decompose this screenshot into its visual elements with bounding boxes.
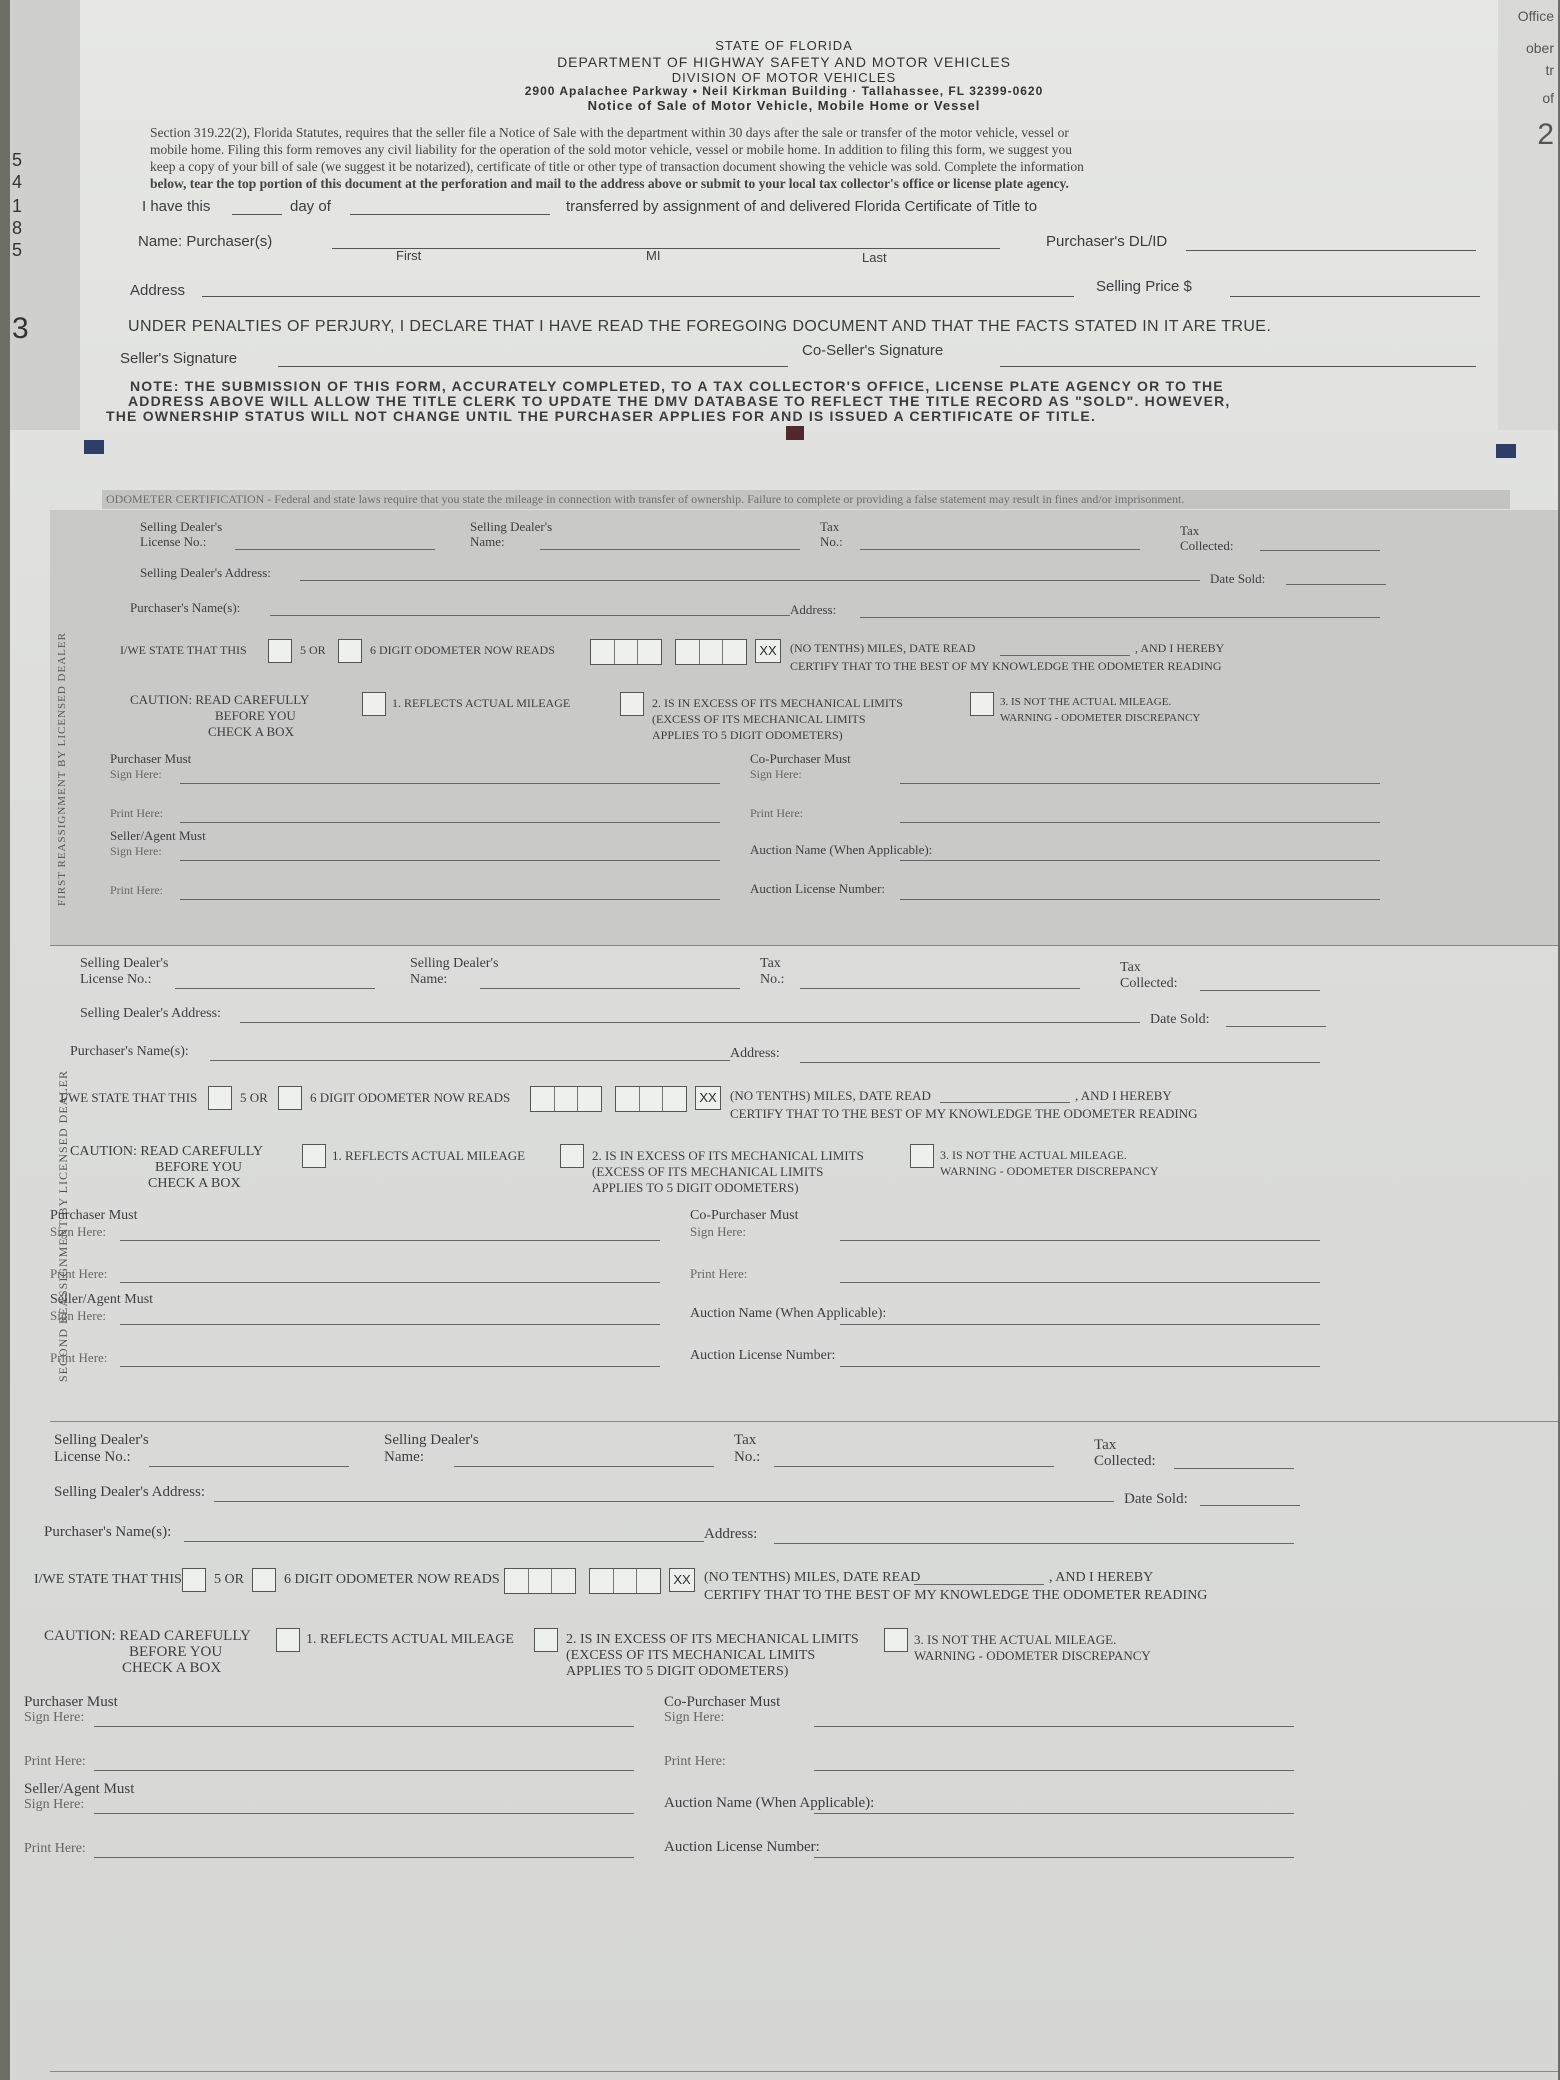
right-label: 2: [1537, 118, 1554, 151]
dealer-license-label: License No.:: [54, 1449, 131, 1465]
selling-price-field[interactable]: [1230, 296, 1480, 297]
date-sold-label: Date Sold:: [1124, 1491, 1188, 1507]
miles-date-read-label: (NO TENTHS) MILES, DATE READ: [790, 641, 976, 655]
address-label: Address: [130, 282, 186, 299]
purchaser-address-field[interactable]: [800, 1062, 1320, 1063]
tax-no-label: Tax: [820, 519, 840, 534]
month-year-field[interactable]: [350, 214, 550, 215]
excess-limits-label: (EXCESS OF ITS MECHANICAL LIMITS: [652, 712, 866, 726]
reassignment-section: [24, 1422, 1558, 2072]
auction-license-label: Auction License Number:: [750, 881, 886, 896]
dealer-license-field[interactable]: [149, 1466, 349, 1467]
purchaser-sign-field[interactable]: [120, 1240, 660, 1241]
tax-collected-label: Tax: [1120, 960, 1141, 975]
discrepancy-warning: WARNING - ODOMETER DISCREPANCY: [940, 1164, 1159, 1178]
miles-date-read-label: (NO TENTHS) MILES, DATE READ: [730, 1088, 931, 1103]
note-line: NOTE: THE SUBMISSION OF THIS FORM, ACCURATELY COMPLETED, TO A TAX COLLECTOR'S OFFICE, LICENSE PLATE AGENCY OR TO THE: [130, 378, 1224, 394]
margin-number: 1: [12, 196, 23, 216]
note-line: THE OWNERSHIP STATUS WILL NOT CHANGE UNTIL THE PURCHASER APPLIES FOR AND IS ISSUED A CERTIFICATE OF TITLE.: [106, 408, 1097, 424]
co-purchaser-sign-sub-label: Sign Here:: [750, 767, 802, 781]
auction-license-label: Auction License Number:: [690, 1348, 836, 1363]
section-divider: [50, 2071, 1558, 2072]
tax-no-field[interactable]: [800, 988, 1080, 989]
odometer-certification-text: ODOMETER CERTIFICATION - Federal and state laws require that you state the mileage in connection with transfer of ownership. Failure to complete or providing a false statement may result in fines and/or imprisonment.: [102, 490, 1510, 509]
excess-limits-label: 2. IS IN EXCESS OF ITS MECHANICAL LIMITS: [566, 1632, 859, 1647]
co-purchaser-print-field[interactable]: [840, 1282, 1320, 1283]
excess-limits-label: APPLIES TO 5 DIGIT ODOMETERS): [652, 728, 843, 742]
auction-name-field[interactable]: [814, 1813, 1294, 1814]
dealer-name-field[interactable]: [480, 988, 740, 989]
not-actual-checkbox[interactable]: [910, 1144, 934, 1168]
auction-license-field[interactable]: [814, 1857, 1294, 1858]
auction-name-field[interactable]: [840, 1324, 1320, 1325]
six-digit-label: 6 DIGIT ODOMETER NOW READS: [310, 1090, 511, 1105]
co-purchaser-sign-label: Co-Purchaser Must: [750, 751, 851, 766]
seller-print-field[interactable]: [120, 1366, 660, 1367]
purchaser-name-label: Name: Purchaser(s): [138, 233, 273, 250]
purchaser-sign-heading: Purchaser Must: [24, 1694, 118, 1710]
seller-sign-heading: Seller/Agent Must: [50, 1292, 154, 1307]
seller-sign-field[interactable]: [94, 1813, 634, 1814]
seller-print-field[interactable]: [94, 1857, 634, 1858]
right-label: tr: [1545, 62, 1554, 78]
seller-print-label: Print Here:: [110, 883, 163, 897]
seller-print-field[interactable]: [180, 899, 720, 900]
odometer-statement-label: I/WE STATE THAT THIS: [60, 1090, 198, 1105]
dl-id-label: Purchaser's DL/ID: [1046, 233, 1168, 250]
co-purchaser-sign-label: Co-Purchaser Must: [664, 1694, 781, 1710]
purchaser-names-field[interactable]: [270, 615, 790, 616]
tax-no-field[interactable]: [774, 1466, 1054, 1467]
seller-sign-label: Sign Here:: [50, 1308, 106, 1323]
odometer-statement-label: I/WE STATE THAT THIS: [34, 1572, 182, 1587]
actual-mileage-label: 1. REFLECTS ACTUAL MILEAGE: [332, 1148, 526, 1163]
purchaser-print-field[interactable]: [180, 822, 720, 823]
coseller-signature-label: Co-Seller's Signature: [802, 342, 944, 359]
co-purchaser-print-field[interactable]: [814, 1770, 1294, 1771]
have-this-label: I have this: [142, 198, 211, 215]
tax-collected-field[interactable]: [1174, 1468, 1294, 1469]
transferred-text: transferred by assignment of and delivered Florida Certificate of Title to: [566, 198, 1038, 215]
intro-line: Section 319.22(2), Florida Statutes, requires that the seller file a Notice of Sale with the department within 30 days after the sale or transfer of the motor vehicle, vessel or: [150, 125, 1069, 140]
right-label: of: [1542, 90, 1554, 106]
co-purchaser-sign-field[interactable]: [814, 1726, 1294, 1727]
purchaser-names-field[interactable]: [210, 1060, 730, 1061]
dealer-license-label: License No.:: [80, 972, 152, 987]
co-purchaser-sign-field[interactable]: [840, 1240, 1320, 1241]
dealer-license-field[interactable]: [175, 988, 375, 989]
intro-line: keep a copy of your bill of sale (we suggest it be notarized), certificate of title or other type of transaction document showing the vehicle was sold. Complete the information: [150, 159, 1084, 174]
not-actual-checkbox[interactable]: [884, 1628, 908, 1652]
caution-label: CAUTION: READ CAREFULLY: [44, 1628, 251, 1644]
dealer-name-field[interactable]: [454, 1466, 714, 1467]
tax-collected-label: Tax: [1180, 523, 1200, 538]
first-label: First: [396, 248, 422, 263]
department-title: DEPARTMENT OF HIGHWAY SAFETY AND MOTOR VEHICLES: [557, 54, 1011, 70]
six-digit-label: 6 DIGIT ODOMETER NOW READS: [284, 1572, 500, 1587]
excess-limits-checkbox[interactable]: [620, 692, 644, 716]
seller-sign-label: Sign Here:: [24, 1797, 85, 1812]
margin-number: 3: [12, 312, 29, 345]
caution-label: BEFORE YOU: [129, 1644, 223, 1660]
excess-limits-checkbox[interactable]: [534, 1628, 558, 1652]
co-purchaser-print-sub-label: Print Here:: [750, 806, 803, 820]
miles-date-read-label: (NO TENTHS) MILES, DATE READ: [704, 1570, 921, 1585]
right-label: ober: [1525, 40, 1554, 56]
reassignment-section: [50, 510, 1558, 946]
actual-mileage-checkbox[interactable]: [362, 692, 386, 716]
date-read-field[interactable]: [940, 1102, 1070, 1103]
purchaser-print-label: Print Here:: [110, 806, 163, 820]
note-line: ADDRESS ABOVE WILL ALLOW THE TITLE CLERK TO UPDATE THE DMV DATABASE TO REFLECT THE TITLE RECORD AS "SOLD". HOWEVER,: [128, 393, 1231, 409]
date-read-field[interactable]: [1000, 655, 1130, 656]
tax-no-label: No.:: [734, 1449, 761, 1465]
registration-mark: [84, 440, 104, 454]
dealer-name-label: Selling Dealer's: [410, 956, 499, 971]
date-sold-label: Date Sold:: [1150, 1012, 1210, 1027]
purchaser-sign-label: Sign Here:: [24, 1710, 85, 1725]
actual-mileage-checkbox[interactable]: [302, 1144, 326, 1168]
purchaser-names-label: Purchaser's Name(s):: [70, 1044, 189, 1059]
purchaser-print-label: Print Here:: [50, 1266, 108, 1281]
auction-name-label: Auction Name (When Applicable):: [750, 842, 933, 857]
odometer-digits-thousands[interactable]: [590, 639, 662, 665]
co-purchaser-sign-label: Co-Purchaser Must: [690, 1208, 799, 1223]
dealer-name-label: Name:: [410, 972, 448, 987]
dealer-name-label: Name:: [384, 1449, 424, 1465]
excess-limits-label: (EXCESS OF ITS MECHANICAL LIMITS: [566, 1648, 816, 1663]
dealer-license-label: Selling Dealer's: [140, 519, 223, 534]
tax-no-field[interactable]: [860, 549, 1140, 550]
tenths-xx-box: XX: [669, 1568, 695, 1592]
form-sheet: [10, 0, 1558, 2080]
date-sold-field[interactable]: [1226, 1026, 1326, 1027]
tax-collected-label: Collected:: [1120, 976, 1178, 991]
dealer-name-label: Name:: [470, 534, 505, 549]
auction-name-label: Auction Name (When Applicable):: [664, 1795, 875, 1811]
six-digit-checkbox[interactable]: [278, 1086, 302, 1110]
day-of-label: day of: [290, 198, 331, 215]
co-purchaser-sign-sub-label: Sign Here:: [664, 1710, 725, 1725]
actual-mileage-label: 1. REFLECTS ACTUAL MILEAGE: [306, 1632, 514, 1647]
section-vertical-label: FIRST REASSIGNMENT BY LICENSED DEALER: [56, 632, 68, 906]
purchaser-name-field[interactable]: [332, 248, 1000, 249]
dealer-name-field[interactable]: [540, 549, 800, 550]
dealer-name-label: Selling Dealer's: [470, 519, 553, 534]
dealer-address-label: Selling Dealer's Address:: [80, 1006, 221, 1021]
dealer-address-field[interactable]: [214, 1501, 1114, 1502]
discrepancy-warning: WARNING - ODOMETER DISCREPANCY: [914, 1648, 1151, 1663]
margin-number: 5: [12, 150, 23, 170]
odometer-digits-thousands[interactable]: [504, 1568, 576, 1594]
tax-collected-label: Collected:: [1094, 1453, 1156, 1469]
auction-name-label: Auction Name (When Applicable):: [690, 1306, 887, 1321]
dealer-license-label: Selling Dealer's: [80, 956, 169, 971]
six-digit-label: 6 DIGIT ODOMETER NOW READS: [370, 643, 555, 657]
department-address: 2900 Apalachee Parkway • Neil Kirkman Building · Tallahassee, FL 32399-0620: [524, 84, 1044, 98]
seller-sign-label: Sign Here:: [110, 844, 162, 858]
five-digit-checkbox[interactable]: [208, 1086, 232, 1110]
seller-signature-label: Seller's Signature: [120, 350, 238, 367]
division-title: DIVISION OF MOTOR VEHICLES: [671, 70, 897, 85]
reassignment-section: [50, 946, 1558, 1422]
section-vertical-label: SECOND REASSIGNMENT BY LICENSED DEALER: [56, 1069, 70, 1382]
dealer-address-field[interactable]: [240, 1022, 1140, 1023]
hereby-label: , AND I HEREBY: [1135, 641, 1225, 655]
dealer-license-label: Selling Dealer's: [54, 1432, 149, 1448]
date-sold-field[interactable]: [1286, 584, 1386, 585]
excess-limits-label: 2. IS IN EXCESS OF ITS MECHANICAL LIMITS: [652, 696, 903, 710]
excess-limits-label: (EXCESS OF ITS MECHANICAL LIMITS: [592, 1164, 824, 1179]
tax-collected-label: Collected:: [1180, 538, 1234, 553]
actual-mileage-checkbox[interactable]: [276, 1628, 300, 1652]
date-sold-field[interactable]: [1200, 1505, 1300, 1506]
co-purchaser-sign-field[interactable]: [900, 783, 1380, 784]
actual-mileage-label: 1. REFLECTS ACTUAL MILEAGE: [392, 696, 571, 710]
six-digit-checkbox[interactable]: [338, 639, 362, 663]
odometer-digits-thousands[interactable]: [530, 1086, 602, 1112]
seller-print-label: Print Here:: [24, 1841, 86, 1856]
tax-collected-field[interactable]: [1200, 990, 1320, 991]
date-sold-label: Date Sold:: [1210, 571, 1266, 586]
co-purchaser-print-sub-label: Print Here:: [664, 1754, 726, 1769]
six-digit-checkbox[interactable]: [252, 1568, 276, 1592]
auction-license-field[interactable]: [900, 899, 1380, 900]
tax-collected-label: Tax: [1094, 1437, 1117, 1453]
discrepancy-warning: WARNING - ODOMETER DISCREPANCY: [1000, 712, 1201, 724]
dealer-address-label: Selling Dealer's Address:: [54, 1484, 206, 1500]
five-or-label: 5 OR: [240, 1090, 268, 1105]
purchaser-sign-heading: Purchaser Must: [50, 1208, 138, 1223]
selling-price-label: Selling Price $: [1096, 278, 1192, 295]
auction-license-field[interactable]: [840, 1366, 1320, 1367]
excess-limits-label: 2. IS IN EXCESS OF ITS MECHANICAL LIMITS: [592, 1148, 864, 1163]
perforation-mark: [786, 426, 804, 440]
certify-label: CERTIFY THAT TO THE BEST OF MY KNOWLEDGE THE ODOMETER READING: [704, 1588, 1208, 1603]
intro-line: mobile home. Filing this form removes any civil liability for the operation of the sold motor vehicle, vessel or mobile home. In addition to filing this form, we suggest you: [150, 142, 1072, 157]
dealer-license-label: License No.:: [140, 534, 207, 549]
purchaser-sign-heading: Purchaser Must: [110, 751, 192, 766]
hereby-label: , AND I HEREBY: [1075, 1088, 1172, 1103]
certify-label: CERTIFY THAT TO THE BEST OF MY KNOWLEDGE THE ODOMETER READING: [790, 659, 1222, 673]
co-purchaser-sign-sub-label: Sign Here:: [690, 1224, 746, 1239]
seller-sign-field[interactable]: [120, 1324, 660, 1325]
mi-label: MI: [646, 248, 661, 263]
five-digit-checkbox[interactable]: [268, 639, 292, 663]
tax-no-label: Tax: [760, 956, 781, 971]
purchaser-address-field[interactable]: [774, 1543, 1294, 1544]
seller-sign-field[interactable]: [180, 860, 720, 861]
purchaser-sign-label: Sign Here:: [50, 1224, 106, 1239]
dealer-address-label: Selling Dealer's Address:: [140, 565, 271, 580]
certify-label: CERTIFY THAT TO THE BEST OF MY KNOWLEDGE THE ODOMETER READING: [730, 1106, 1198, 1121]
five-or-label: 5 OR: [214, 1572, 244, 1587]
caution-label: CHECK A BOX: [148, 1176, 241, 1191]
right-label: Office: [1517, 8, 1554, 24]
purchaser-sign-field[interactable]: [94, 1726, 634, 1727]
form-title: Notice of Sale of Motor Vehicle, Mobile Home or Vessel: [587, 98, 981, 113]
co-purchaser-print-field[interactable]: [900, 822, 1380, 823]
odometer-digits-units[interactable]: [675, 639, 747, 665]
excess-limits-label: APPLIES TO 5 DIGIT ODOMETERS): [592, 1180, 799, 1195]
caution-label: CHECK A BOX: [122, 1660, 222, 1676]
day-field[interactable]: [232, 214, 282, 215]
registration-mark: [1496, 444, 1516, 458]
seller-signature-field[interactable]: [278, 366, 788, 367]
margin-number: 4: [12, 172, 23, 192]
tenths-xx-box: XX: [695, 1086, 721, 1110]
perjury-statement: UNDER PENALTIES OF PERJURY, I DECLARE THAT I HAVE READ THE FOREGOING DOCUMENT AND THAT THE FACTS STATED IN IT ARE TRUE.: [128, 318, 1272, 335]
caution-label: BEFORE YOU: [155, 1160, 242, 1175]
caution-label: CHECK A BOX: [208, 724, 294, 739]
intro-line: below, tear the top portion of this document at the perforation and mail to the address above or submit to your local tax collector's office or license plate agency.: [150, 176, 1069, 191]
excess-limits-checkbox[interactable]: [560, 1144, 584, 1168]
not-actual-label: 3. IS NOT THE ACTUAL MILEAGE.: [940, 1148, 1127, 1162]
caution-label: BEFORE YOU: [215, 708, 296, 723]
margin-number: 8: [12, 218, 23, 238]
purchaser-print-field[interactable]: [120, 1282, 660, 1283]
purchaser-address-label: Address:: [704, 1526, 758, 1542]
margin-number: 5: [12, 240, 23, 260]
odometer-digits-units[interactable]: [615, 1086, 687, 1112]
seller-sign-heading: Seller/Agent Must: [110, 828, 206, 843]
purchaser-address-field[interactable]: [860, 617, 1380, 618]
tax-no-label: No.:: [760, 972, 785, 987]
purchaser-names-label: Purchaser's Name(s):: [130, 600, 241, 615]
hereby-label: , AND I HEREBY: [1049, 1570, 1154, 1585]
tax-collected-field[interactable]: [1260, 550, 1380, 551]
not-actual-checkbox[interactable]: [970, 692, 994, 716]
odometer-digits-units[interactable]: [589, 1568, 661, 1594]
five-digit-checkbox[interactable]: [182, 1568, 206, 1592]
purchaser-sign-label: Sign Here:: [110, 767, 162, 781]
purchaser-print-field[interactable]: [94, 1770, 634, 1771]
odometer-statement-label: I/WE STATE THAT THIS: [120, 643, 247, 657]
dealer-address-field[interactable]: [300, 580, 1200, 581]
purchaser-address-label: Address:: [790, 602, 837, 617]
address-field[interactable]: [202, 296, 1074, 297]
auction-license-label: Auction License Number:: [664, 1839, 820, 1855]
tax-no-label: Tax: [734, 1432, 757, 1448]
not-actual-label: 3. IS NOT THE ACTUAL MILEAGE.: [914, 1632, 1117, 1647]
dl-id-field[interactable]: [1186, 250, 1476, 251]
co-purchaser-print-sub-label: Print Here:: [690, 1266, 748, 1281]
date-read-field[interactable]: [914, 1584, 1044, 1585]
excess-limits-label: APPLIES TO 5 DIGIT ODOMETERS): [566, 1664, 789, 1679]
state-title: STATE OF FLORIDA: [715, 38, 853, 53]
purchaser-names-field[interactable]: [184, 1541, 704, 1542]
last-label: Last: [862, 250, 887, 265]
purchaser-names-label: Purchaser's Name(s):: [44, 1524, 172, 1540]
dealer-license-field[interactable]: [235, 549, 435, 550]
caution-label: CAUTION: READ CAREFULLY: [70, 1144, 264, 1159]
caution-label: CAUTION: READ CAREFULLY: [130, 692, 310, 707]
dealer-name-label: Selling Dealer's: [384, 1432, 479, 1448]
coseller-signature-field[interactable]: [1000, 366, 1476, 367]
tax-no-label: No.:: [820, 534, 843, 549]
purchaser-sign-field[interactable]: [180, 783, 720, 784]
tenths-xx-box: XX: [755, 639, 781, 663]
seller-sign-heading: Seller/Agent Must: [24, 1781, 135, 1797]
five-or-label: 5 OR: [300, 643, 326, 657]
seller-print-label: Print Here:: [50, 1350, 108, 1365]
auction-name-field[interactable]: [900, 860, 1380, 861]
purchaser-print-label: Print Here:: [24, 1754, 86, 1769]
purchaser-address-label: Address:: [730, 1046, 780, 1061]
not-actual-label: 3. IS NOT THE ACTUAL MILEAGE.: [1000, 696, 1172, 708]
